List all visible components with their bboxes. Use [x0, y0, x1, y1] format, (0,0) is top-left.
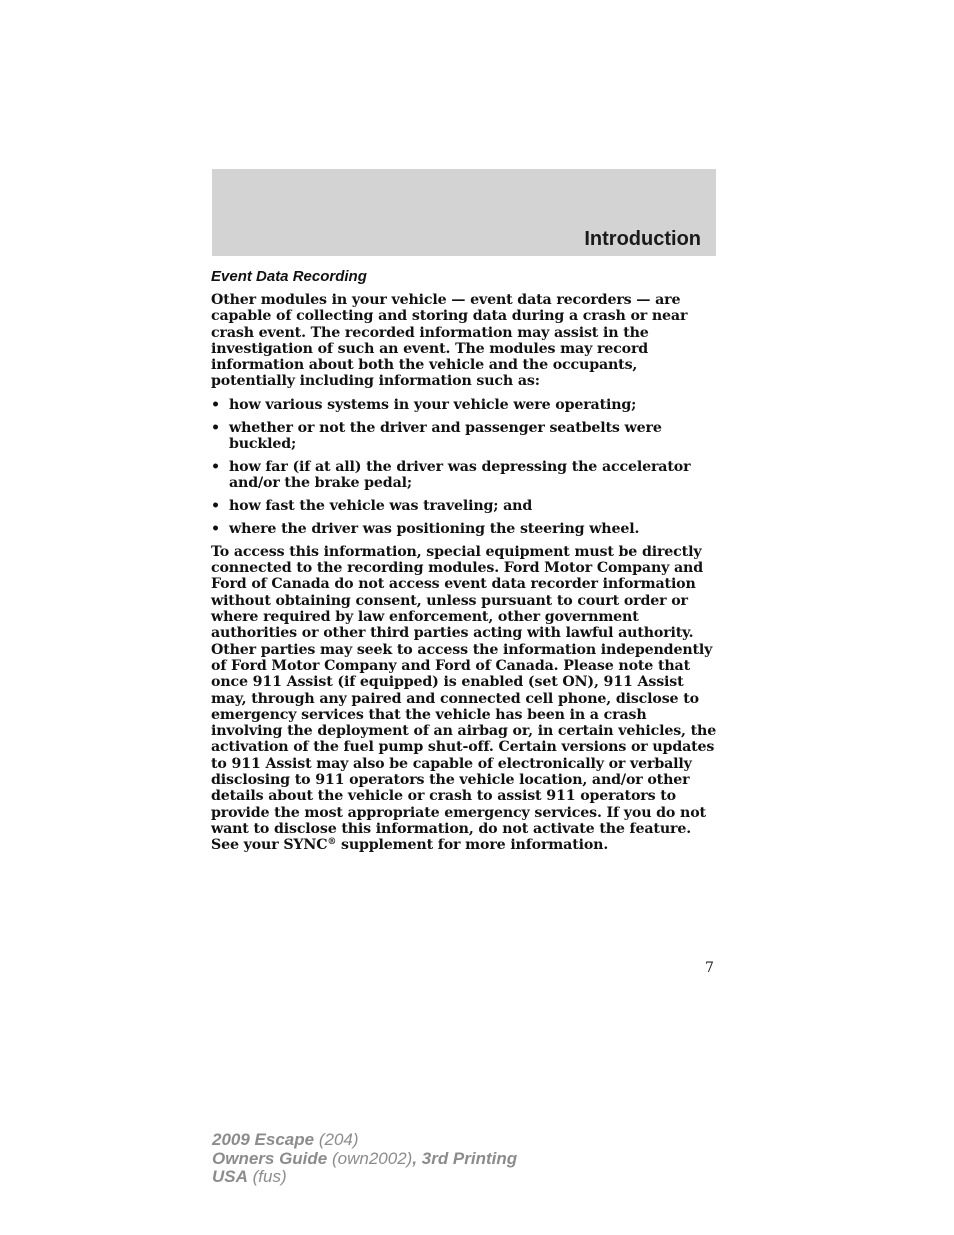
intro-paragraph: Other modules in your vehicle — event data recorders — are capable of collecting and storing data during a crash or near crash event. The recorded information may assist in the investigation of such an event. The modules may record information about both the vehicle and the occupants, potentially including information such as: — [211, 292, 688, 390]
footer-market: USA — [212, 1167, 248, 1186]
list-item — [211, 420, 721, 453]
list-item — [211, 397, 721, 413]
page-number: 7 — [705, 960, 714, 976]
registered-mark: ® — [327, 837, 337, 848]
footer-line-model — [212, 1131, 517, 1150]
footer-model: 2009 Escape — [212, 1130, 315, 1149]
list-item-text: how far (if at all) the driver was depressing the accelerator and/or the brake pedal; — [229, 458, 691, 491]
access-paragraph — [211, 544, 721, 854]
list-item — [211, 521, 721, 537]
section-header-band — [212, 169, 716, 256]
list-item — [211, 498, 721, 514]
footer-model-code: (204) — [318, 1130, 359, 1149]
list-item-text: whether or not the driver and passenger seatbelts were buckled; — [229, 419, 662, 452]
bullet-icon: • — [211, 497, 220, 514]
footer-guide-code: (own2002) — [331, 1148, 413, 1168]
list-item — [211, 459, 721, 492]
subsection-heading: Event Data Recording — [211, 268, 367, 285]
footer-printing: , 3rd Printing — [412, 1148, 518, 1168]
bullet-icon: • — [211, 396, 220, 413]
section-title-introduction: Introduction — [584, 228, 701, 250]
access-paragraph-end: supplement for more information. — [341, 837, 609, 854]
bullet-list — [211, 397, 721, 537]
bullet-icon: • — [211, 419, 220, 436]
bullet-icon: • — [211, 520, 220, 537]
footer-publication-info — [212, 1131, 517, 1187]
list-item-text: where the driver was positioning the steering wheel. — [229, 520, 640, 537]
list-item-text: how fast the vehicle was traveling; and — [229, 497, 533, 514]
footer-line-market — [212, 1168, 517, 1187]
access-paragraph-text: To access this information, special equipment must be directly connected to the recording modules. Ford Motor Company and Ford of Canada do not access event data recorder information without obtaining consent, unless pursuant to court order or where required by law enforcement, other government authorities or other third parties acting with lawful authority. Other parties may seek to access the information independently of Ford Motor Company and Ford of Canada. Please note that once 911 Assist (if equipped) is enabled (set ON), 911 Assist may, through any paired and connected cell phone, disclose to emergency services that the vehicle has been in a crash involving the deployment of an airbag or, in certain vehicles, the activation of the fuel pump shut-off. Certain versions or updates to 911 Assist may also be capable of electronically or verbally disclosing to 911 operators the vehicle location, and/or other details about the vehicle or crash to assist 911 operators to provide the most appropriate emergency services. If you do not want to disclose this information, do not activate the feature. See your SYNC — [211, 543, 717, 854]
bullet-icon: • — [211, 458, 220, 475]
footer-guide: Owners Guide — [212, 1148, 328, 1168]
footer-market-code: (fus) — [252, 1167, 287, 1186]
list-item-text: how various systems in your vehicle were operating; — [229, 396, 637, 413]
page-content — [211, 267, 721, 861]
footer-line-guide — [212, 1150, 517, 1169]
